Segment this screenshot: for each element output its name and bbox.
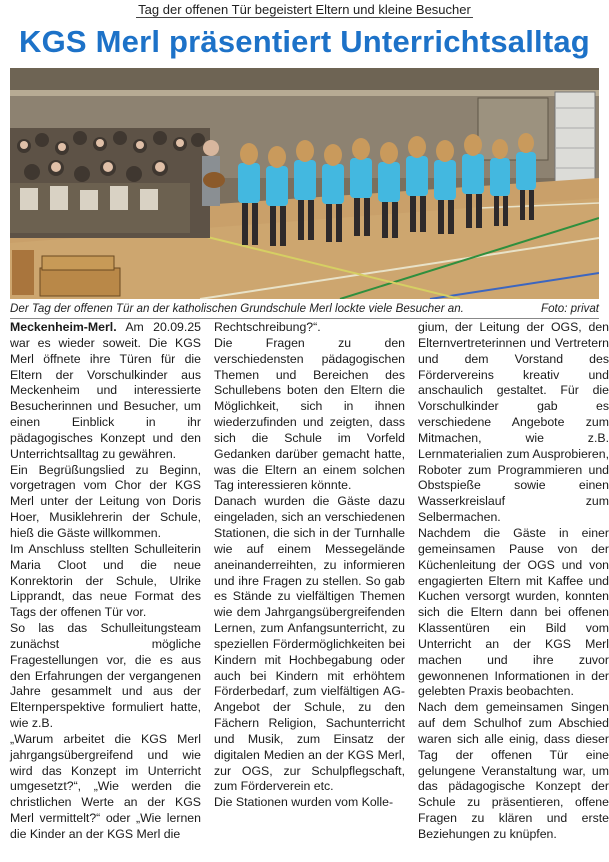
paragraph <box>10 320 201 463</box>
divider <box>10 318 599 319</box>
photo-caption <box>10 302 599 315</box>
caption-text: Der Tag der offenen Tür an der katholischen Grundschule Merl lockte viele Besucher an. <box>10 302 464 315</box>
headline: KGS Merl präsentiert Unterrichtsalltag <box>19 24 590 59</box>
paragraph-text: Am 20.09.25 war es wieder soweit. Die KGS Merl öffnete ihre Türen für die Eltern der Vorschulkinder aus Meckenheim und interessierte Besucherinnen und Besucher, um einen Einblick in ihr pädagogisches Konzept und den Unterrichtsalltag zu gewähren. <box>10 320 201 461</box>
dateline: Meckenheim-Merl. <box>10 320 117 334</box>
article-photo <box>10 68 599 299</box>
paragraph: Im Anschluss stellten Schulleiterin Maria Cloot und die neue Konrektorin der Schule, Ulrike Lipprandt, das neue Format des Tags der offenen Tür vor. <box>10 541 201 620</box>
paragraph: Ein Begrüßungslied zu Beginn, vorgetragen vom Chor der KGS Merl unter der Leitung von Doris Hoer, Musiklehrerin der Schule, hieß die Gäste willkommen. <box>10 462 201 540</box>
paragraph: Nach dem gemeinsamen Singen auf dem Schulhof zum Abschied waren sich alle einig, dass dieser Tag der offenen Tür eine gelungene Veranstaltung war, um das pädagogische Konzept der Schule zu präsentieren, offene Fragen zu klären und erste Beziehungen zu knüpfen. <box>418 700 609 841</box>
kicker-text: Tag der offenen Tür begeistert Eltern und kleine Besucher <box>138 2 471 17</box>
paragraph: Rechtschreibung?“. <box>214 320 321 334</box>
article-column-1 <box>10 320 201 843</box>
paragraph: gium, der Leitung der OGS, den Elternvertreterinnen und Vertretern und dem Vorstand des Fördervereins kreativ und anschaulich gestaltet. Für die Vorschulkinder gab es verschiedene Angebote zum Mitmachen, wie z.B. Lernmaterialien zum Ausprobieren, Roboter zum Programmieren und Obstspieße sowie einen Wasserkreislauf zum Selbermachen. <box>418 320 609 525</box>
photo-credit: Foto: privat <box>541 302 599 315</box>
paragraph: „Warum arbeitet die KGS Merl jahrgangsübergreifend und wie wird das Konzept im Unterricht umgesetzt?“, „Wie werden die christlichen Werte an der KGS Merl vermittelt?“ oder „Wie lernen die Kinder an der KGS Merl die <box>10 731 201 841</box>
paragraph: Danach wurden die Gäste dazu eingeladen, sich an verschiedenen Stationen, die sich in der Turnhalle wie auf einem Messegelände aneinanderreihten, zu informieren und ihre Fragen zu stellen. So gab es Stände zu vielfältigen Themen wie dem Jahrgangsübergreifenden Lernen, zum Anfangsunterricht, zu speziellen Fördermöglichkeiten bei Kindern mit Hochbegabung oder auch bei Kindern mit erhöhtem Förderbedarf, zum vielfältigen AG-Angebot der Schule, zu den Fächern Religion, Sachunterricht und Musik, zum Einsatz der digitalen Medien an der KGS Merl, zur OGS, zur Schulpflegschaft, zum Förderverein etc. <box>214 494 405 794</box>
paragraph: Nachdem die Gäste in einer gemeinsamen Pause von der Küchenleitung der OGS und von engagierten Eltern mit Kaffee und Kuchen versorgt wurden, konnten sich die Eltern dann bei offenen Klassentüren ein Bild vom Unterricht an der KGS Merl machen und ihre zuvor gewonnenen Informationen in der gelebten Praxis beobachten. <box>418 525 609 699</box>
paragraph: Die Stationen wurden vom Kolle- <box>214 795 394 810</box>
paragraph: Die Fragen zu den verschiedensten pädagogischen Themen und Bereichen des Schullebens boten den Eltern die Möglichkeit, sich in ihnen wiederzufinden und zeigten, dass sich die Schule im Vorfeld Gedanken darüber gemacht hatte, was die Eltern an einem solchen Tag interessieren könnte. <box>214 335 405 493</box>
kicker <box>0 2 609 17</box>
article-column-3 <box>418 320 609 843</box>
article-column-2 <box>214 320 405 811</box>
paragraph: So las das Schulleitungsteam zunächst mögliche Fragestellungen vor, die es aus den Erfahrungen der vergangenen Jahre gesammelt und aus der Elternperspektive formuliert hatte, wie z.B. <box>10 621 201 731</box>
gym-choir-illustration <box>10 68 599 299</box>
